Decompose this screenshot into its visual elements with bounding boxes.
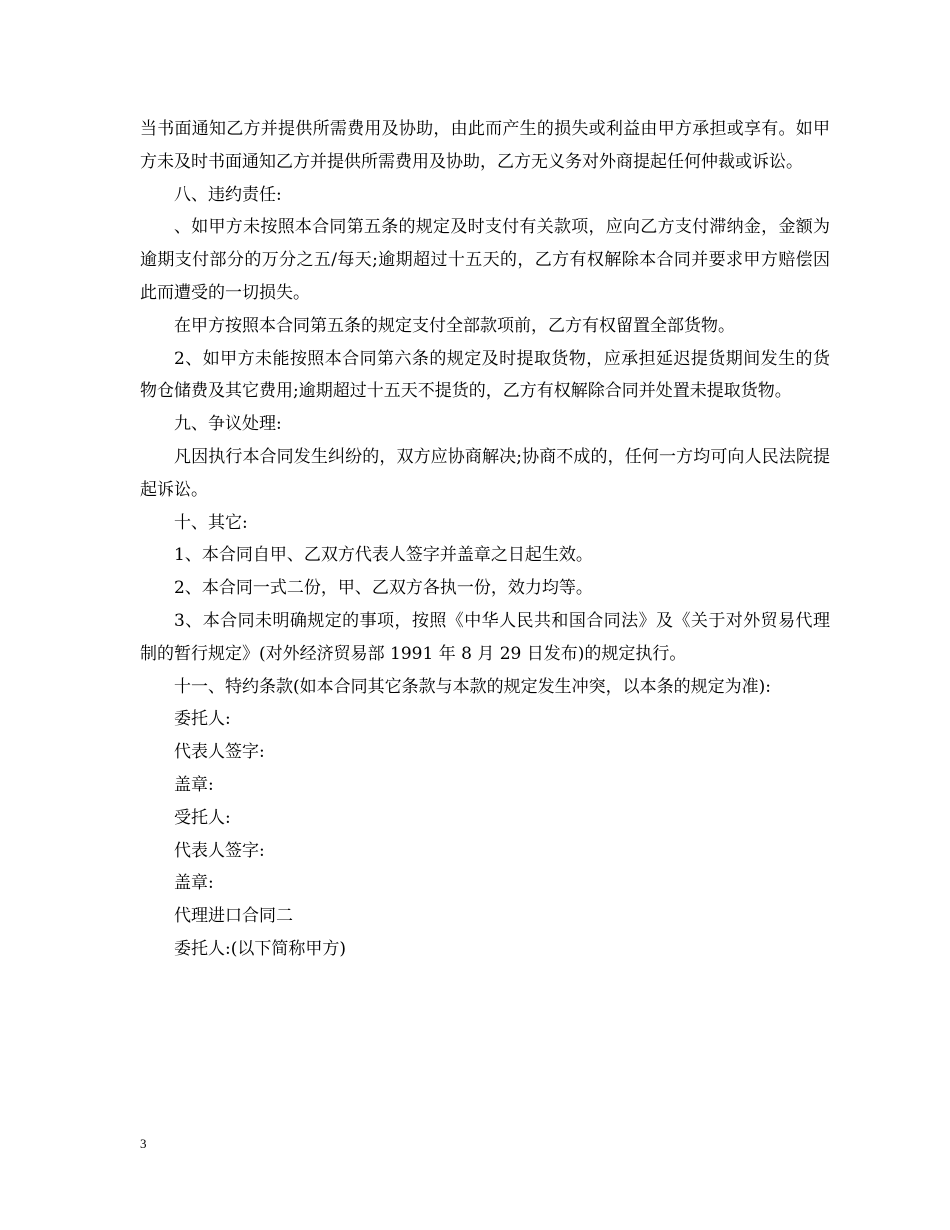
label-seal: 盖章: — [174, 774, 214, 795]
paragraph-lien: 在甲方按照本合同第五条的规定支付全部款项前，乙方有权留置全部货物。 — [174, 315, 735, 336]
page-number: 3 — [140, 1136, 147, 1151]
paragraph-governing-law: 3、本合同未明确规定的事项，按照《中华人民共和国合同法》及《关于对外贸易代理制的暂行规定》(对外经济贸易部 1991 年 8 月 29 日发布)的规定执行。 — [140, 610, 830, 664]
label-seal-2: 盖章: — [174, 873, 214, 894]
paragraph-late-pickup: 2、如甲方未能按照本合同第六条的规定及时提取货物，应承担延迟提货期间发生的货物仓储费及其它费用;逾期超过十五天不提货的，乙方有权解除合同并处置未提取货物。 — [140, 348, 830, 402]
paragraph-dispute: 凡因执行本合同发生纠纷的，双方应协商解决;协商不成的，任何一方均可向人民法院提起诉讼。 — [140, 446, 830, 500]
contract-title-2: 代理进口合同二 — [174, 906, 293, 927]
paragraph-late-payment: 、如甲方未按照本合同第五条的规定及时支付有关款项，应向乙方支付滞纳金，金额为逾期支付部分的万分之五/每天;逾期超过十五天的，乙方有权解除本合同并要求甲方赔偿因此而遭受的一切损失。 — [140, 217, 830, 303]
section-heading-dispute: 九、争议处理: — [174, 414, 282, 435]
label-representative-signature-2: 代表人签字: — [174, 840, 265, 861]
label-principal: 委托人: — [174, 709, 231, 730]
label-principal-party-a: 委托人:(以下简称甲方) — [174, 938, 346, 959]
label-agent: 受托人: — [174, 807, 231, 828]
section-heading-breach-liability: 八、违约责任: — [174, 184, 282, 205]
section-heading-special-terms: 十一、特约条款(如本合同其它条款与本款的规定发生冲突，以本条的规定为准): — [174, 676, 771, 697]
section-heading-other: 十、其它: — [174, 512, 248, 533]
paragraph-1: 当书面通知乙方并提供所需费用及协助，由此而产生的损失或利益由甲方承担或享有。如甲方未及时书面通知乙方并提供所需费用及协助，乙方无义务对外商提起任何仲裁或诉讼。 — [140, 119, 830, 172]
paragraph-copies: 2、本合同一式二份，甲、乙双方各执一份，效力均等。 — [174, 578, 593, 599]
label-representative-signature: 代表人签字: — [174, 742, 265, 763]
document-body — [140, 113, 830, 966]
paragraph-effective: 1、本合同自甲、乙双方代表人签字并盖章之日起生效。 — [174, 545, 593, 566]
